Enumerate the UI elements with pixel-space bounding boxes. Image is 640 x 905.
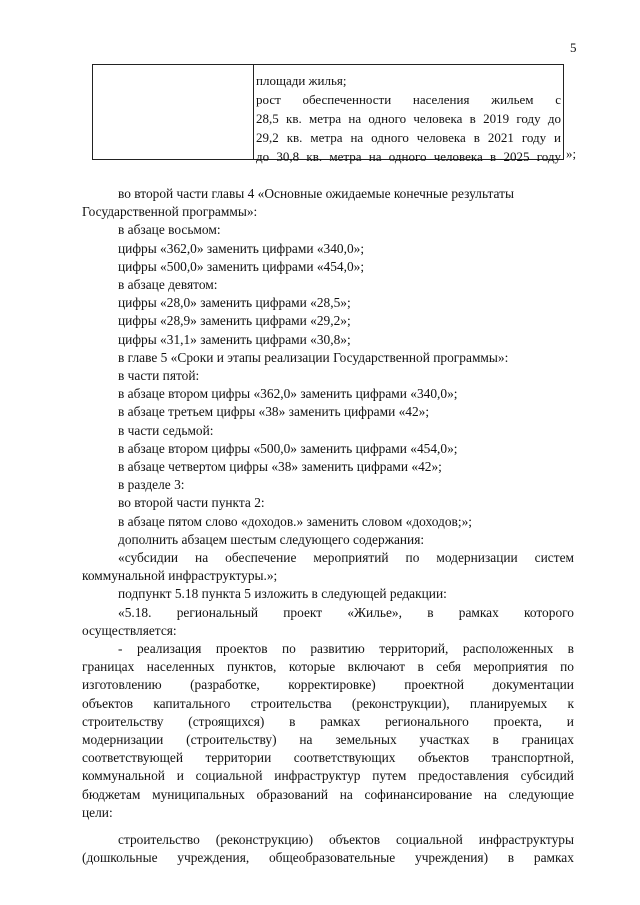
body-line: бюджетам муниципальных образований на софинансирование на следующие bbox=[82, 787, 574, 802]
body-line: в абзаце четвертом цифры «38» заменить цифрами «42»; bbox=[118, 459, 442, 474]
table-cell-text bbox=[256, 71, 561, 166]
body-line: коммунальной и социальной инфраструктур путем предоставления субсидий bbox=[82, 768, 574, 783]
body-line: строительству (строящихся) в рамках регионального проекта, и bbox=[82, 714, 574, 729]
body-line: в абзаце третьем цифры «38» заменить цифрами «42»; bbox=[118, 404, 430, 419]
body-line: в части седьмой: bbox=[118, 423, 214, 438]
body-line: в абзаце восьмом: bbox=[118, 222, 221, 237]
body-line: цифры «500,0» заменить цифрами «454,0»; bbox=[118, 259, 365, 274]
body-line: цифры «28,0» заменить цифрами «28,5»; bbox=[118, 295, 351, 310]
body-line: цифры «31,1» заменить цифрами «30,8»; bbox=[118, 332, 351, 347]
body-line: (дошкольные учреждения, общеобразовательные учреждения) в рамках bbox=[82, 850, 574, 865]
table-line: до 30,8 кв. метра на одного человека в 2025 году bbox=[256, 149, 561, 164]
body-line: - реализация проектов по развитию территорий, расположенных в bbox=[118, 641, 574, 656]
body-line: подпункт 5.18 пункта 5 изложить в следующей редакции: bbox=[118, 586, 447, 601]
table-closing-quote: »; bbox=[566, 146, 577, 161]
body-line: изготовлению (разработке, корректировке) проектной документации bbox=[82, 677, 574, 692]
body-line: во второй части главы 4 «Основные ожидаемые конечные результаты bbox=[118, 186, 515, 201]
body-line: модернизации (строительству) на земельных участках в границах bbox=[82, 732, 574, 747]
body-line: в абзаце пятом слово «доходов.» заменить словом «доходов;»; bbox=[118, 514, 472, 529]
table-line: 29,2 кв. метра на одного человека в 2021 году и bbox=[256, 130, 561, 145]
body-line: цифры «28,9» заменить цифрами «29,2»; bbox=[118, 313, 351, 328]
body-line: строительство (реконструкцию) объектов социальной инфраструктуры bbox=[118, 832, 574, 847]
table-line: рост обеспеченности населения жильем с bbox=[256, 92, 561, 107]
body-line: границах населенных пунктов, которые включают в себя мероприятия по bbox=[82, 659, 574, 674]
body-line: «5.18. региональный проект «Жилье», в рамках которого bbox=[118, 605, 574, 620]
body-line: во второй части пункта 2: bbox=[118, 495, 265, 510]
page-number: 5 bbox=[570, 40, 577, 55]
body-line: Государственной программы»: bbox=[82, 204, 258, 219]
table-column-divider bbox=[253, 65, 254, 159]
body-line: объектов капитального строительства (реконструкции), планируемых к bbox=[82, 696, 574, 711]
body-line: в разделе 3: bbox=[118, 477, 185, 492]
amendment-table bbox=[92, 64, 564, 164]
body-line: в главе 5 «Сроки и этапы реализации Государственной программы»: bbox=[118, 350, 509, 365]
body-line: осуществляется: bbox=[82, 623, 177, 638]
body-line: в части пятой: bbox=[118, 368, 200, 383]
body-line: цели: bbox=[82, 805, 113, 820]
body-line: в абзаце девятом: bbox=[118, 277, 218, 292]
table-line: 28,5 кв. метра на одного человека в 2019 году до bbox=[256, 111, 561, 126]
body-line: в абзаце втором цифры «500,0» заменить цифрами «454,0»; bbox=[118, 441, 458, 456]
body-line: дополнить абзацем шестым следующего содержания: bbox=[118, 532, 425, 547]
body-line: «субсидии на обеспечение мероприятий по модернизации систем bbox=[118, 550, 574, 565]
body-line: цифры «362,0» заменить цифрами «340,0»; bbox=[118, 241, 365, 256]
table-line: площади жилья; bbox=[256, 73, 347, 88]
body-line: соответствующей территории соответствующих объектов транспортной, bbox=[82, 750, 574, 765]
body-line: коммунальной инфраструктуры.»; bbox=[82, 568, 278, 583]
body-line: в абзаце втором цифры «362,0» заменить цифрами «340,0»; bbox=[118, 386, 458, 401]
